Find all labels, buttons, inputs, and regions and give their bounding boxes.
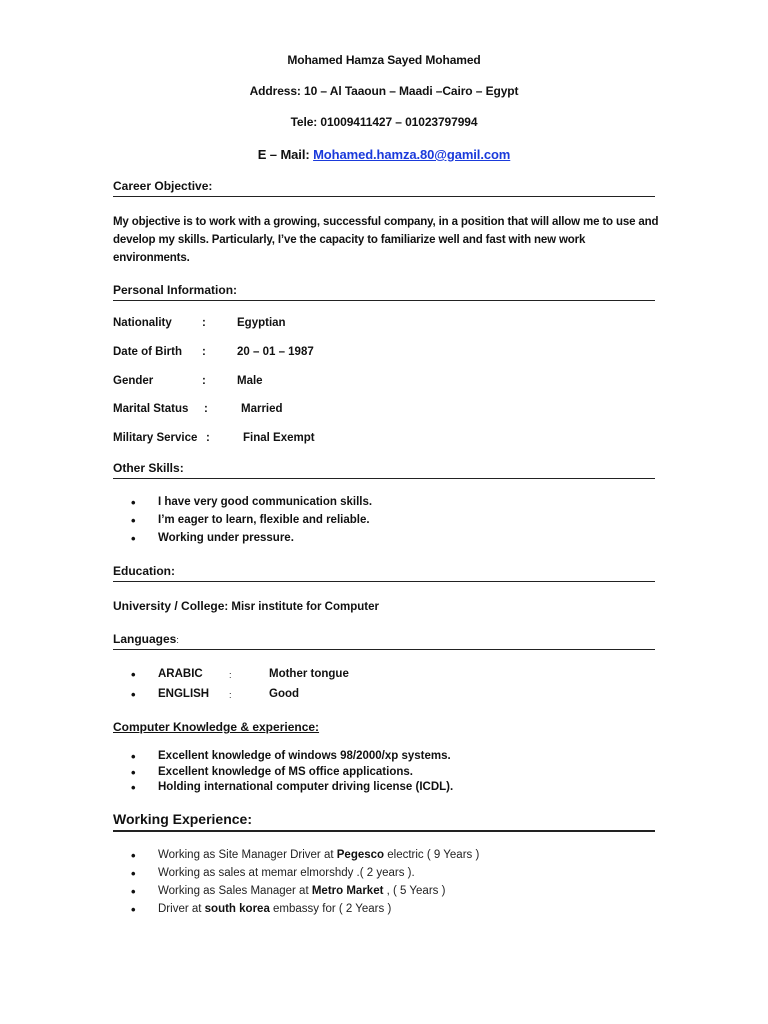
education-line: [113, 599, 379, 613]
computer-item: [131, 750, 651, 766]
personal-row-marital-status: [113, 403, 513, 419]
telephone-line: Tele: 01009411427 – 01023797994: [290, 115, 478, 129]
language-level: Mother tongue: [269, 668, 349, 680]
work-text-pre: Working as Site Manager Driver at: [158, 849, 337, 861]
personal-value: 20 – 01 – 1987: [237, 346, 314, 358]
career-objective-heading: Career Objective:: [113, 179, 655, 197]
language-name: ARABIC: [158, 668, 203, 680]
education-value: : Misr institute for Computer: [224, 601, 379, 613]
personal-row-military-service: [113, 432, 513, 448]
work-text-pre: Working as Sales Manager at: [158, 885, 312, 897]
bullet-icon: •: [131, 780, 136, 795]
work-text-pre: Working as sales at memar elmorshdy .( 2 years ).: [158, 867, 415, 879]
languages-title-colon: :: [176, 635, 179, 645]
work-text: [158, 849, 479, 861]
bullet-icon: •: [131, 884, 136, 899]
work-item: [131, 885, 651, 901]
skill-text: Working under pressure.: [158, 532, 294, 544]
computer-knowledge-heading: Computer Knowledge & experience:: [113, 720, 320, 734]
bullet-icon: •: [131, 495, 136, 510]
email-line: [0, 147, 768, 162]
work-text: [158, 867, 415, 879]
skill-item: [131, 514, 651, 530]
personal-row-gender: [113, 375, 513, 391]
email-link[interactable]: Mohamed.hamza.80@gamil.com: [313, 147, 511, 162]
bullet-icon: •: [131, 765, 136, 780]
personal-information-heading: Personal Information:: [113, 283, 655, 301]
work-item: [131, 903, 651, 919]
work-text-bold: south korea: [204, 903, 270, 915]
work-text-post: embassy for ( 2 Years ): [269, 903, 392, 915]
personal-row-nationality: [113, 317, 513, 333]
other-skills-heading: Other Skills:: [113, 461, 655, 479]
bullet-icon: •: [131, 667, 136, 682]
education-label: University / College: [113, 599, 225, 613]
personal-value: Male: [237, 375, 263, 387]
candidate-name: Mohamed Hamza Sayed Mohamed: [287, 53, 481, 67]
work-text: [158, 885, 445, 897]
skill-text: I have very good communication skills.: [158, 496, 373, 508]
personal-colon: :: [202, 317, 206, 329]
work-item: [131, 849, 651, 865]
language-item-arabic: [131, 668, 651, 684]
education-heading: Education:: [113, 564, 655, 582]
career-objective-text: My objective is to work with a growing, successful company, in a position that will allow me to use and develop my skills. Particularly, I’ve the capacity to familiarize well and fast with new work environments.: [113, 216, 659, 264]
work-text-post: electric ( 9 Years ): [384, 849, 480, 861]
languages-title: Languages: [113, 632, 177, 646]
work-text-pre: Driver at: [158, 903, 205, 915]
languages-heading: [113, 632, 655, 650]
personal-label: Gender: [113, 375, 154, 387]
language-colon: :: [229, 690, 232, 700]
bullet-icon: •: [131, 513, 136, 528]
personal-value: Married: [241, 403, 283, 415]
personal-label: Date of Birth: [113, 346, 182, 358]
work-text: [158, 903, 391, 915]
bullet-icon: •: [131, 531, 136, 546]
language-colon: :: [229, 670, 232, 680]
personal-value: Egyptian: [237, 317, 286, 329]
computer-item: [131, 781, 651, 797]
personal-value: Final Exempt: [243, 432, 315, 444]
skill-text: I’m eager to learn, flexible and reliable.: [158, 514, 370, 526]
personal-row-date-of-birth: [113, 346, 513, 362]
bullet-icon: •: [131, 902, 136, 917]
skill-item: [131, 496, 651, 512]
email-label: E – Mail:: [257, 147, 310, 162]
personal-colon: :: [202, 375, 206, 387]
personal-label: Marital Status: [113, 403, 189, 415]
computer-text: Excellent knowledge of windows 98/2000/xp systems.: [158, 750, 451, 762]
address-line: Address: 10 – Al Taaoun – Maadi –Cairo – Egypt: [249, 84, 519, 98]
computer-text: Holding international computer driving license (ICDL).: [158, 781, 454, 793]
bullet-icon: •: [131, 687, 136, 702]
personal-label: Nationality: [113, 317, 172, 329]
computer-text: Excellent knowledge of MS office applications.: [158, 766, 413, 778]
work-text-bold: Metro Market: [311, 885, 384, 897]
skill-item: [131, 532, 651, 548]
work-text-bold: Pegesco: [336, 849, 385, 861]
bullet-icon: •: [131, 866, 136, 881]
bullet-icon: •: [131, 848, 136, 863]
personal-colon: :: [204, 403, 208, 415]
language-item-english: [131, 688, 651, 704]
personal-colon: :: [202, 346, 206, 358]
language-level: Good: [269, 688, 300, 700]
personal-label: Military Service: [113, 432, 198, 444]
bullet-icon: •: [131, 749, 136, 764]
personal-colon: :: [206, 432, 210, 444]
computer-item: [131, 766, 651, 782]
work-item: [131, 867, 651, 883]
work-text-post: , ( 5 Years ): [383, 885, 446, 897]
working-experience-heading: Working Experience:: [113, 811, 655, 832]
language-name: ENGLISH: [158, 688, 210, 700]
